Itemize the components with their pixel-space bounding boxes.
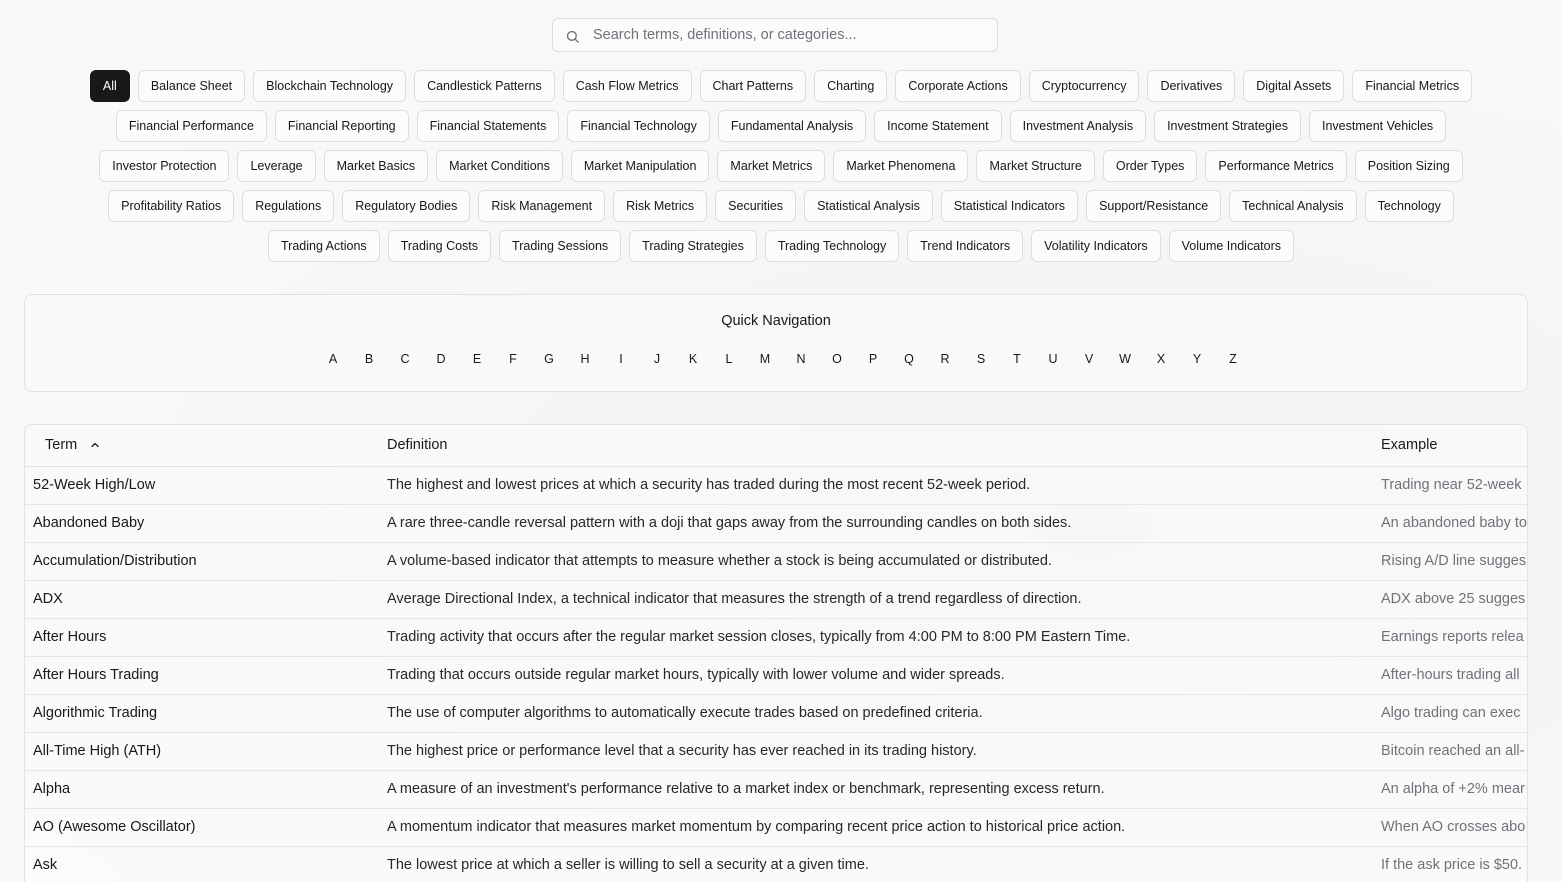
category-chip[interactable]: Investor Protection [99, 150, 229, 182]
definition-cell: A momentum indicator that measures market momentum by comparing recent price action to historical price action. [387, 819, 1126, 835]
term-cell: Alpha [33, 781, 71, 797]
category-chip[interactable]: Statistical Analysis [804, 190, 933, 222]
definition-cell: A volume-based indicator that attempts to measure whether a stock is being accumulated or distributed. [387, 553, 1052, 569]
category-chip[interactable]: Financial Performance [116, 110, 267, 142]
table-row[interactable] [25, 581, 1527, 619]
category-chip[interactable]: Leverage [237, 150, 315, 182]
category-chip[interactable]: Derivatives [1147, 70, 1235, 102]
definition-cell: The use of computer algorithms to automatically execute trades based on predefined criteria. [387, 705, 983, 721]
category-row [0, 150, 1562, 182]
definition-cell: Trading activity that occurs after the regular market session closes, typically from 4:00 PM to 8:00 PM Eastern Time. [387, 629, 1131, 645]
definition-cell: The highest and lowest prices at which a security has traded during the most recent 52-week period. [387, 477, 1031, 493]
term-cell: Ask [33, 857, 58, 873]
example-cell: If the ask price is $50. [1381, 857, 1523, 873]
table-row[interactable] [25, 657, 1527, 695]
letter-link[interactable]: Q [904, 352, 914, 366]
category-chip[interactable]: Cash Flow Metrics [563, 70, 692, 102]
term-cell: Accumulation/Distribution [33, 553, 197, 569]
letter-link[interactable]: C [400, 352, 410, 366]
quick-navigation [24, 294, 1528, 392]
letter-link[interactable]: E [472, 352, 482, 366]
category-chip[interactable]: Trading Actions [268, 230, 380, 262]
example-cell: Earnings reports relea [1381, 629, 1524, 645]
category-chip[interactable]: Profitability Ratios [108, 190, 234, 222]
term-cell: Algorithmic Trading [33, 705, 158, 721]
category-chip[interactable]: Regulatory Bodies [342, 190, 470, 222]
search-input[interactable] [593, 19, 989, 51]
table-row[interactable] [25, 847, 1527, 882]
category-chip[interactable]: Chart Patterns [700, 70, 807, 102]
table-row[interactable] [25, 467, 1527, 505]
letter-link[interactable]: X [1156, 352, 1166, 366]
glossary-table [24, 424, 1528, 882]
category-chip[interactable]: Trend Indicators [907, 230, 1023, 262]
category-chip[interactable]: Trading Strategies [629, 230, 757, 262]
category-chip[interactable]: Financial Reporting [275, 110, 409, 142]
category-chip[interactable]: Blockchain Technology [253, 70, 406, 102]
term-column-label: Term [45, 437, 78, 453]
table-row[interactable] [25, 543, 1527, 581]
term-cell: After Hours Trading [33, 667, 159, 683]
table-body [25, 467, 1527, 882]
letter-link[interactable]: P [868, 352, 878, 366]
letter-link[interactable]: S [976, 352, 986, 366]
category-chip[interactable]: Volume Indicators [1169, 230, 1294, 262]
category-chip[interactable]: Market Structure [976, 150, 1094, 182]
example-cell: An abandoned baby to [1381, 515, 1527, 531]
letter-link[interactable]: O [832, 352, 842, 366]
example-cell: An alpha of +2% mear [1381, 781, 1525, 797]
letter-link[interactable]: B [364, 352, 374, 366]
category-chip[interactable]: All [90, 70, 130, 102]
letter-link[interactable]: R [940, 352, 950, 366]
category-filters [0, 70, 1562, 270]
definition-cell: The lowest price at which a seller is willing to sell a security at a given time. [387, 857, 869, 873]
search-box[interactable] [552, 18, 998, 52]
letter-link[interactable]: H [580, 352, 590, 366]
term-cell: All-Time High (ATH) [33, 743, 162, 759]
category-chip[interactable]: Position Sizing [1355, 150, 1463, 182]
category-chip[interactable]: Charting [814, 70, 887, 102]
letter-link[interactable]: A [328, 352, 338, 366]
letter-link[interactable]: G [544, 352, 554, 366]
category-chip[interactable]: Market Metrics [717, 150, 825, 182]
category-chip[interactable]: Digital Assets [1243, 70, 1344, 102]
table-row[interactable] [25, 771, 1527, 809]
letter-link[interactable]: I [619, 352, 623, 366]
definition-cell: A measure of an investment's performance relative to a market index or benchmark, representing excess return. [387, 781, 1105, 797]
example-cell: When AO crosses abo [1381, 819, 1526, 835]
table-row[interactable] [25, 619, 1527, 657]
letter-link[interactable]: W [1119, 352, 1131, 366]
category-chip[interactable]: Trading Sessions [499, 230, 621, 262]
table-header [25, 425, 1527, 467]
term-cell: After Hours [33, 629, 107, 645]
letter-link[interactable]: V [1084, 352, 1094, 366]
category-chip[interactable]: Market Manipulation [571, 150, 710, 182]
example-column-header: Example [1381, 437, 1438, 453]
category-chip[interactable]: Performance Metrics [1205, 150, 1346, 182]
letter-link[interactable]: T [1013, 352, 1021, 366]
table-row[interactable] [25, 733, 1527, 771]
category-row [0, 110, 1562, 142]
category-chip[interactable]: Risk Management [478, 190, 605, 222]
category-chip[interactable]: Regulations [242, 190, 334, 222]
letter-link[interactable]: K [688, 352, 698, 366]
category-chip[interactable]: Balance Sheet [138, 70, 245, 102]
category-chip[interactable]: Cryptocurrency [1029, 70, 1140, 102]
category-chip[interactable]: Securities [715, 190, 796, 222]
category-chip[interactable]: Investment Strategies [1154, 110, 1301, 142]
letter-link[interactable]: U [1048, 352, 1058, 366]
category-chip[interactable]: Income Statement [874, 110, 1001, 142]
chevron-up-icon [89, 439, 101, 451]
category-chip[interactable]: Corporate Actions [895, 70, 1020, 102]
category-chip[interactable]: Support/Resistance [1086, 190, 1221, 222]
definition-column-header: Definition [387, 437, 448, 453]
category-chip[interactable]: Financial Metrics [1352, 70, 1472, 102]
term-column-header[interactable] [45, 437, 101, 453]
category-chip[interactable]: Order Types [1103, 150, 1198, 182]
category-chip[interactable]: Market Basics [324, 150, 429, 182]
category-chip[interactable]: Market Phenomena [833, 150, 968, 182]
category-chip[interactable]: Technical Analysis [1229, 190, 1356, 222]
category-chip[interactable]: Trading Technology [765, 230, 899, 262]
example-cell: Bitcoin reached an all- [1381, 743, 1525, 759]
example-cell: Rising A/D line sugges [1381, 553, 1527, 569]
term-cell: ADX [33, 591, 63, 607]
category-row [0, 230, 1562, 262]
category-chip[interactable]: Financial Technology [567, 110, 710, 142]
letter-link[interactable]: Z [1229, 352, 1237, 366]
category-chip[interactable]: Volatility Indicators [1031, 230, 1161, 262]
definition-cell: A rare three-candle reversal pattern with a doji that gaps away from the surrounding candles on both sides. [387, 515, 1072, 531]
definition-cell: The highest price or performance level that a security has ever reached in its trading history. [387, 743, 977, 759]
category-chip[interactable]: Fundamental Analysis [718, 110, 866, 142]
term-cell: 52-Week High/Low [33, 477, 156, 493]
letter-link[interactable]: N [796, 352, 806, 366]
definition-cell: Average Directional Index, a technical indicator that measures the strength of a trend regardless of direction. [387, 591, 1082, 607]
letter-link[interactable]: F [509, 352, 517, 366]
letter-link[interactable]: Y [1192, 352, 1202, 366]
example-cell: Trading near 52-week [1381, 477, 1522, 493]
category-chip[interactable]: Risk Metrics [613, 190, 707, 222]
category-chip[interactable]: Financial Statements [417, 110, 560, 142]
letter-link[interactable]: D [436, 352, 446, 366]
term-cell: Abandoned Baby [33, 515, 145, 531]
category-row [0, 70, 1562, 102]
example-cell: After-hours trading all [1381, 667, 1520, 683]
example-cell: ADX above 25 sugges [1381, 591, 1526, 607]
letter-index [315, 351, 1251, 367]
term-cell: AO (Awesome Oscillator) [33, 819, 196, 835]
search-icon [565, 29, 580, 44]
definition-cell: Trading that occurs outside regular market hours, typically with lower volume and wider spreads. [387, 667, 1005, 683]
category-chip[interactable]: Market Conditions [436, 150, 563, 182]
example-cell: Algo trading can exec [1381, 705, 1521, 721]
category-chip[interactable]: Statistical Indicators [941, 190, 1078, 222]
category-chip[interactable]: Technology [1365, 190, 1454, 222]
category-chip[interactable]: Investment Vehicles [1309, 110, 1446, 142]
category-row [0, 190, 1562, 222]
table-row[interactable] [25, 505, 1527, 543]
category-chip[interactable]: Investment Analysis [1010, 110, 1146, 142]
category-chip[interactable]: Trading Costs [388, 230, 491, 262]
table-row[interactable] [25, 695, 1527, 733]
letter-link[interactable]: J [653, 352, 661, 366]
quick-navigation-title: Quick Navigation [721, 313, 831, 329]
category-chip[interactable]: Candlestick Patterns [414, 70, 555, 102]
letter-link[interactable]: L [725, 352, 733, 366]
letter-link[interactable]: M [759, 352, 771, 366]
table-row[interactable] [25, 809, 1527, 847]
